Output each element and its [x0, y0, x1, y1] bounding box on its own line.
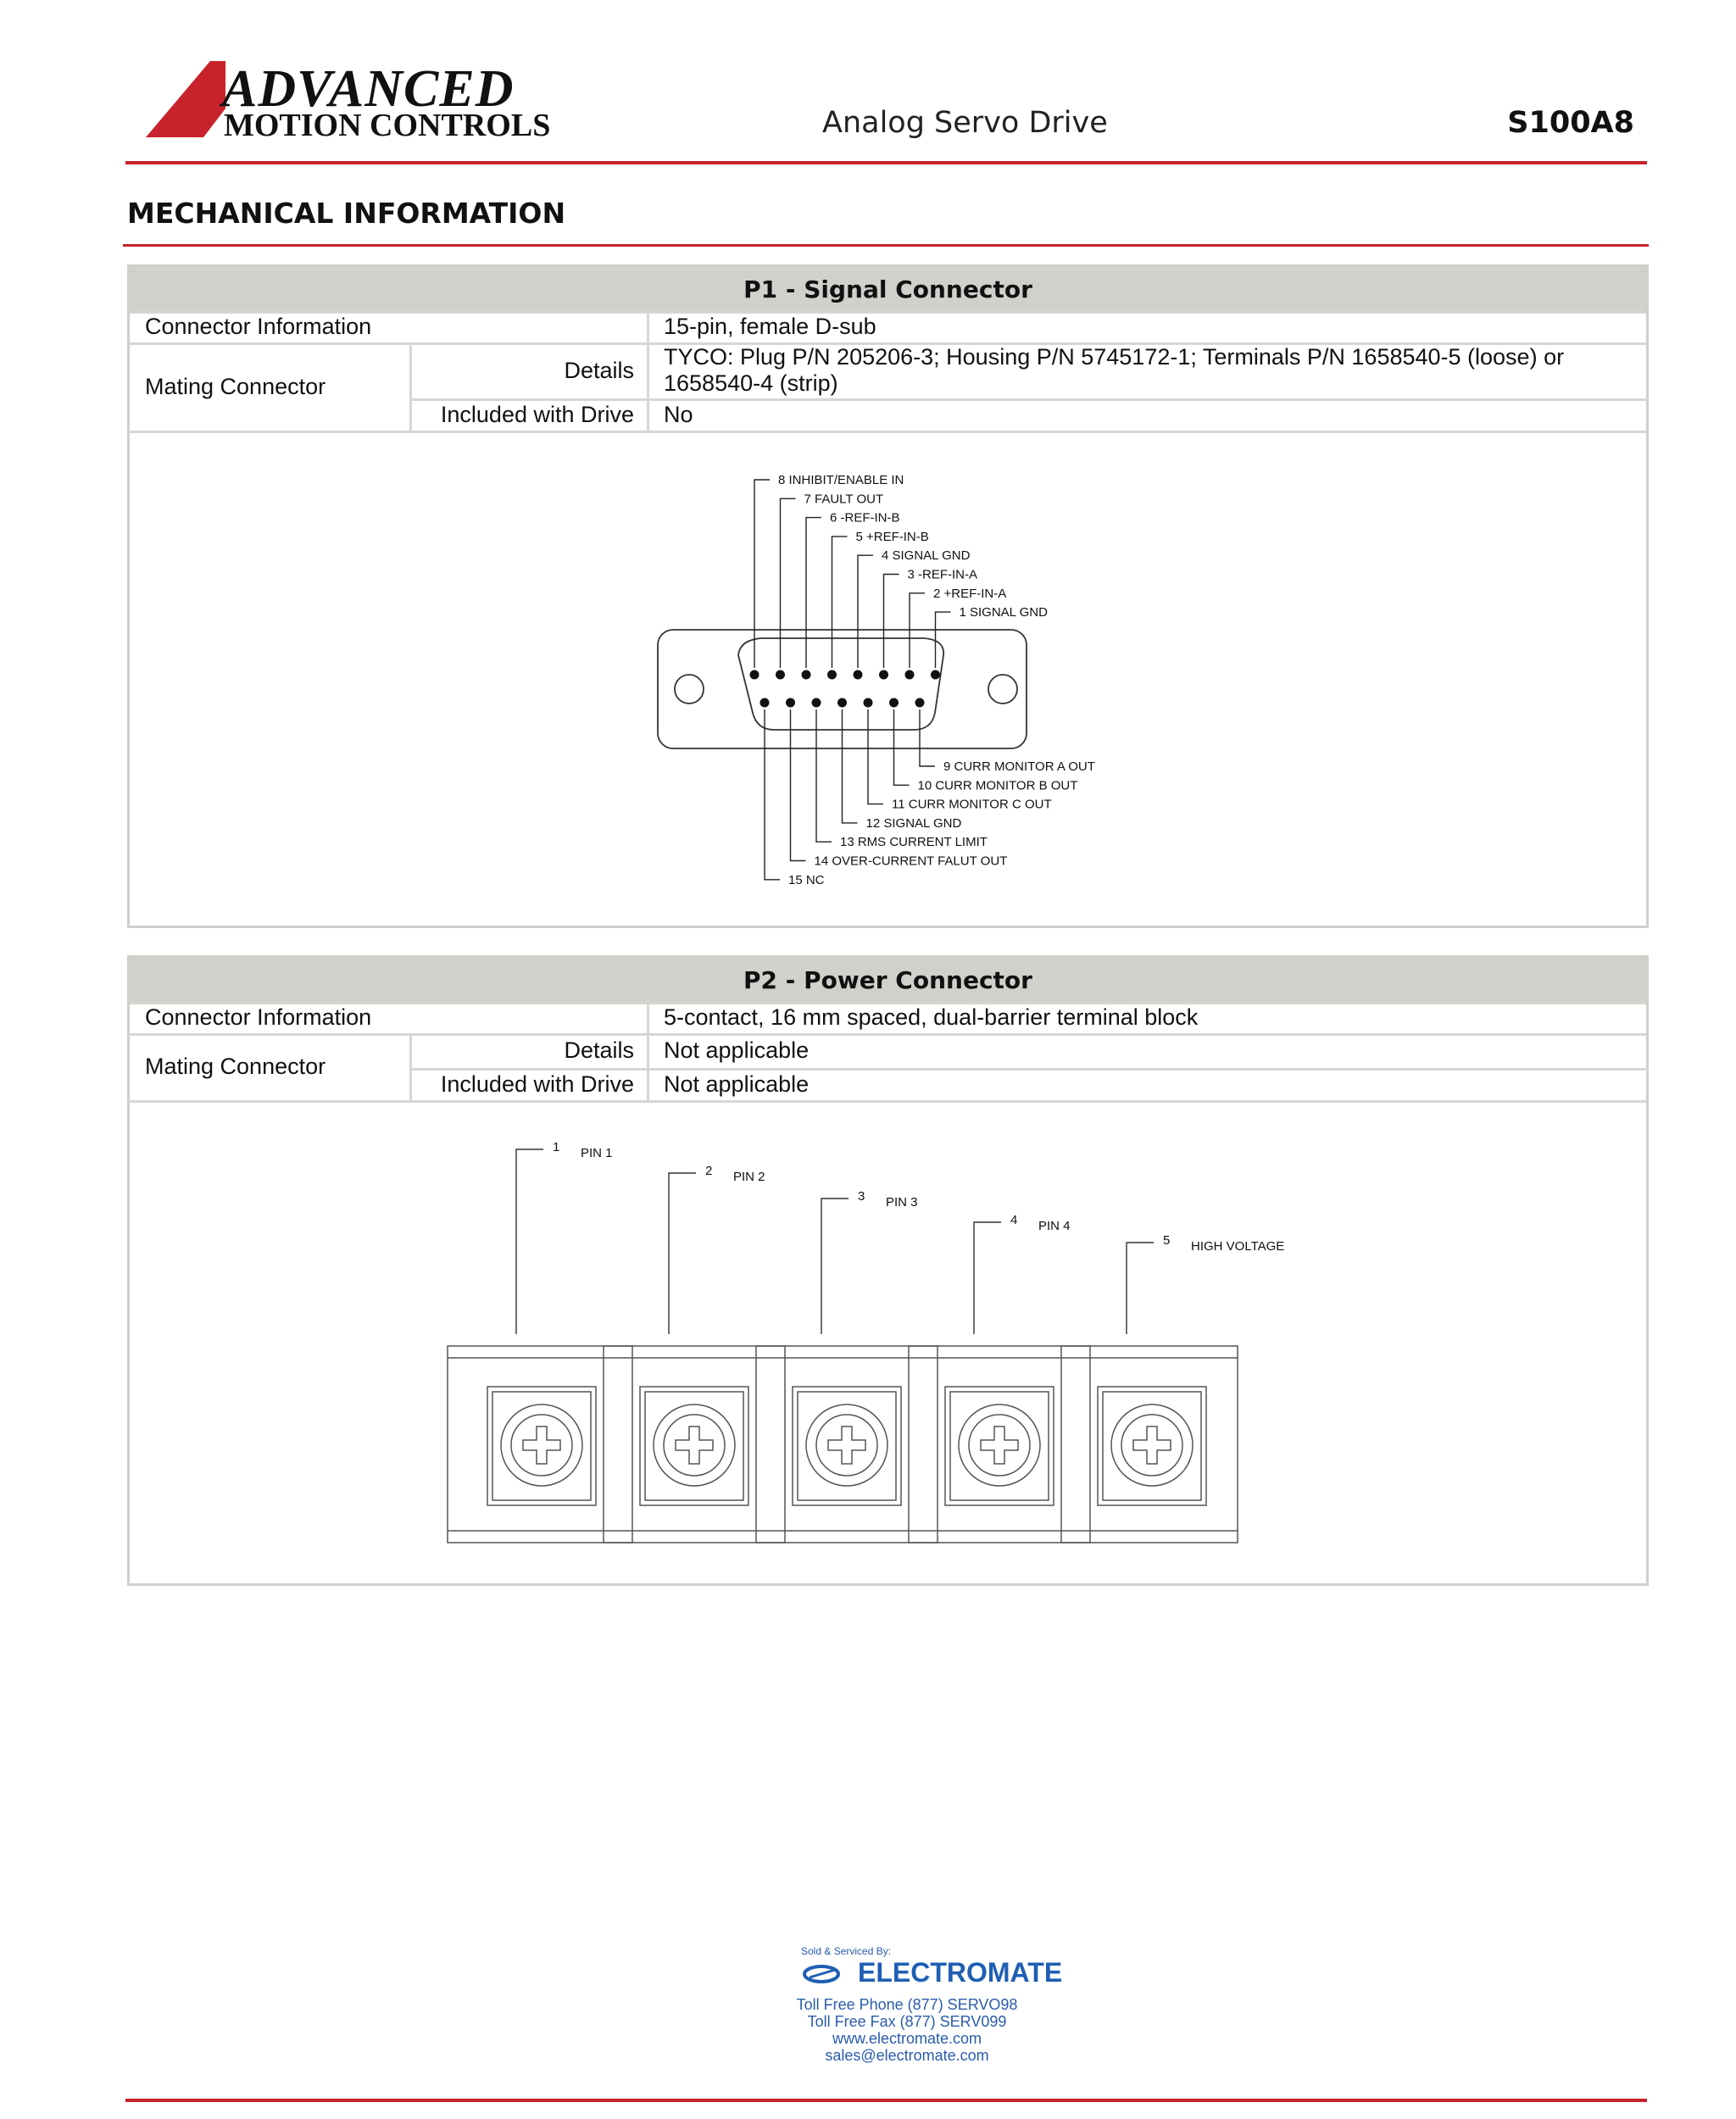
pin-11-lead [868, 709, 883, 804]
pin-2-lead [669, 1173, 696, 1334]
footer-email[interactable]: sales@electromate.com [825, 2047, 989, 2064]
pin-1-label: PIN 1 [581, 1146, 613, 1160]
pin-6-label: 6 -REF-IN-B [830, 510, 900, 526]
page-header [0, 0, 1736, 170]
section-title: MECHANICAL INFORMATION [127, 197, 566, 230]
terminal-3-washer [806, 1404, 887, 1486]
p1-connector-info-value: 15-pin, female D-sub [664, 314, 876, 339]
barrier-wall [909, 1346, 938, 1543]
pin-11-dot [864, 698, 873, 708]
document-subtitle: Analog Servo Drive [822, 106, 1108, 140]
p1-details-label: Details [564, 357, 634, 383]
pin-6-lead [806, 518, 821, 668]
pin-3-label: PIN 3 [886, 1195, 918, 1210]
p2-included-value: Not applicable [664, 1071, 810, 1097]
terminal-2-washer [654, 1404, 735, 1486]
p2-panel [127, 955, 1649, 1586]
p2-connector-info-label: Connector Information [145, 1004, 372, 1030]
screw-cross-icon [1133, 1427, 1171, 1464]
pin-12-dot [837, 698, 847, 708]
p2-included-label: Included with Drive [440, 1071, 634, 1097]
screw-cross-icon [676, 1427, 713, 1464]
pin-11-label: 11 CURR MONITOR C OUT [892, 797, 1052, 812]
pin-2-label: PIN 2 [733, 1170, 765, 1184]
header-divider [125, 161, 1647, 164]
pin-5-label: 5 +REF-IN-B [855, 529, 929, 544]
terminal-2-plate [645, 1392, 743, 1500]
logo-line1: ADVANCED [222, 60, 515, 118]
p2-details-value: Not applicable [664, 1037, 810, 1063]
pin-13-dot [812, 698, 821, 708]
dsub-connector-diagram [130, 433, 1646, 925]
terminal-3-plate [798, 1392, 896, 1500]
pin-8-dot [750, 670, 760, 680]
pin-4-label: 4 SIGNAL GND [882, 548, 971, 564]
p2-title: P2 - Power Connector [130, 958, 1646, 1002]
pin-3-dot [879, 670, 888, 680]
p1-details-value: TYCO: Plug P/N 205206-3; Housing P/N 5745172-1; Terminals P/N 1658540-5 (loose) or 1658540-4 (strip) [664, 344, 1565, 396]
electromate-logo-icon [801, 1964, 845, 1984]
pin-14-lead [791, 709, 806, 861]
pin-6-dot [802, 670, 811, 680]
pin-8-label: 8 INHIBIT/ENABLE IN [778, 473, 904, 487]
p1-mating-label: Mating Connector [145, 373, 326, 399]
pin-5-lead [1127, 1243, 1154, 1334]
terminal-4-washer [959, 1404, 1040, 1486]
p2-mating-label: Mating Connector [145, 1054, 326, 1079]
barrier-wall [1061, 1346, 1090, 1543]
pin-15-lead [765, 709, 780, 880]
p2-details-label: Details [564, 1037, 634, 1063]
barrier-wall [756, 1346, 785, 1543]
terminal-4-screw [969, 1415, 1030, 1476]
pin-10-dot [889, 698, 899, 708]
company-logo [144, 59, 559, 144]
distributor-brand: ELECTROMATE [858, 1957, 1063, 1988]
p2-connector-info-value: 5-contact, 16 mm spaced, dual-barrier terminal block [664, 1004, 1199, 1030]
pin-5-label: HIGH VOLTAGE [1191, 1239, 1285, 1254]
footer-divider [125, 2099, 1647, 2102]
sold-by-label: Sold & Serviced By: [801, 1945, 892, 1957]
screw-cross-icon [523, 1427, 560, 1464]
pin-5-lead [832, 537, 848, 668]
p1-panel [127, 264, 1649, 928]
pin-1-label: 1 SIGNAL GND [959, 605, 1048, 620]
footer-phone: Toll Free Phone (877) SERVO98 [796, 1996, 1018, 2013]
pin-9-dot [915, 698, 925, 708]
pin-2-number: 2 [705, 1164, 713, 1178]
pin-7-lead [781, 498, 796, 668]
col-divider [647, 1002, 649, 1100]
footer-fax: Toll Free Fax (877) SERV099 [807, 2013, 1007, 2030]
pin-7-label: 7 FAULT OUT [804, 492, 884, 507]
section-divider [123, 244, 1649, 247]
pin-2-lead [910, 593, 925, 668]
terminal-5-screw [1121, 1415, 1182, 1476]
pin-4-label: PIN 4 [1038, 1219, 1071, 1233]
pin-7-dot [776, 670, 785, 680]
col-divider [409, 1033, 412, 1100]
terminal-block-body [448, 1346, 1238, 1543]
screw-cross-icon [828, 1427, 865, 1464]
pin-14-label: 14 OVER-CURRENT FALUT OUT [814, 854, 1008, 869]
pin-12-lead [843, 709, 858, 823]
pin-5-dot [827, 670, 837, 680]
pin-12-label: 12 SIGNAL GND [865, 815, 962, 831]
terminal-3-screw [816, 1415, 877, 1476]
pin-3-number: 3 [858, 1189, 865, 1204]
pin-3-lead [884, 575, 899, 669]
pin-9-label: 9 CURR MONITOR A OUT [943, 759, 1095, 774]
terminal-block-diagram [130, 1103, 1646, 1582]
distributor-footer [763, 1945, 1063, 2064]
terminal-4-plate [950, 1392, 1049, 1500]
pin-2-label: 2 +REF-IN-A [933, 586, 1007, 601]
col-divider [647, 311, 649, 431]
terminal-2-screw [664, 1415, 725, 1476]
terminal-1-plate [492, 1392, 591, 1500]
pin-13-label: 13 RMS CURRENT LIMIT [840, 835, 988, 850]
pin-15-label: 15 NC [788, 872, 825, 887]
pin-10-lead [894, 709, 910, 785]
screw-cross-icon [981, 1427, 1018, 1464]
pin-8-lead [754, 480, 770, 668]
pin-5-number: 5 [1163, 1233, 1171, 1248]
pin-1-number: 1 [553, 1140, 560, 1154]
pin-15-dot [760, 698, 770, 708]
p1-connector-info-label: Connector Information [145, 314, 372, 339]
pin-1-dot [931, 670, 940, 680]
pin-4-number: 4 [1010, 1213, 1018, 1227]
col-divider [409, 342, 412, 431]
barrier-wall [604, 1346, 632, 1543]
footer-website[interactable]: www.electromate.com [832, 2030, 982, 2047]
p1-included-value: No [664, 401, 693, 427]
logo-line2: MOTION CONTROLS [224, 108, 551, 143]
terminal-1-washer [501, 1404, 582, 1486]
terminal-1-screw [511, 1415, 572, 1476]
pin-10-label: 10 CURR MONITOR B OUT [917, 778, 1078, 793]
pin-4-lead [858, 555, 873, 668]
terminal-5-washer [1111, 1404, 1193, 1486]
pin-2-dot [905, 670, 915, 680]
pin-4-lead [974, 1222, 1001, 1334]
pin-3-lead [821, 1199, 849, 1334]
pin-1-lead [516, 1149, 543, 1334]
p1-title: P1 - Signal Connector [130, 267, 1646, 311]
pin-4-dot [854, 670, 863, 680]
p1-included-label: Included with Drive [440, 401, 634, 427]
document-model: S100A8 [1507, 106, 1634, 140]
pin-3-label: 3 -REF-IN-A [907, 567, 977, 582]
pin-14-dot [786, 698, 795, 708]
terminal-5-plate [1103, 1392, 1201, 1500]
